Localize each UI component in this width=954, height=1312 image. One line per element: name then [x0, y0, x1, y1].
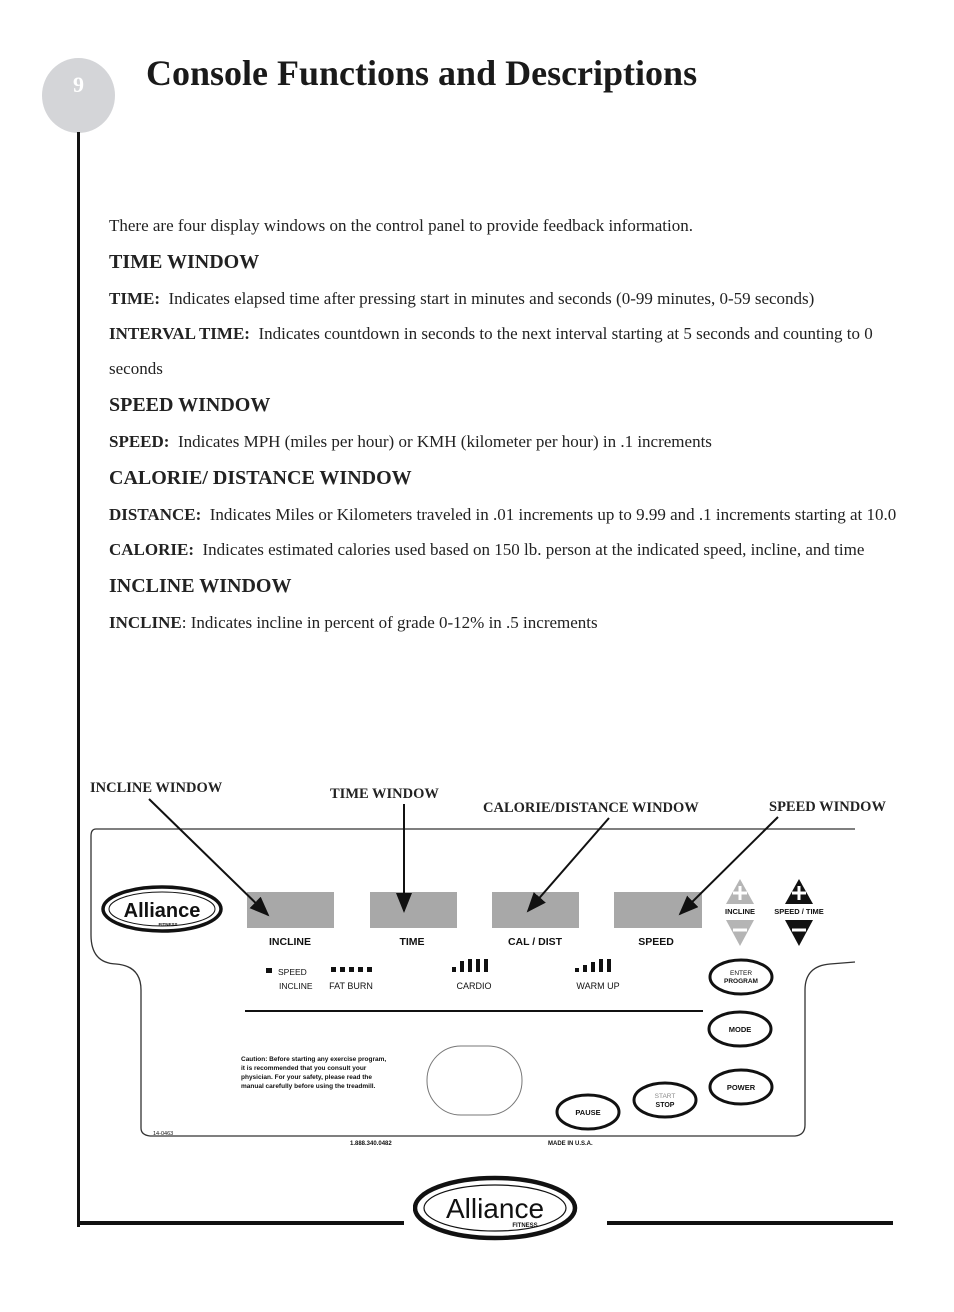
term-distance: DISTANCE:: [109, 505, 202, 524]
window-label-time: TIME: [399, 936, 425, 948]
enter-label: ENTER: [729, 970, 753, 977]
heading-incline-window: INCLINE WINDOW: [109, 575, 292, 597]
heading-speed-window: SPEED WINDOW: [109, 394, 271, 416]
callout-incline-window: INCLINE WINDOW: [90, 780, 223, 796]
callout-time-window: TIME WINDOW: [330, 786, 439, 802]
cal-dist-display-window: [492, 892, 579, 928]
fat-burn-bars: [331, 967, 372, 972]
incline-plus-button[interactable]: [726, 879, 754, 904]
console-logo: [103, 887, 221, 931]
mode-label: MODE: [728, 1025, 752, 1034]
page-title: Console Functions and Descriptions: [146, 53, 698, 93]
intro-text: There are four display windows on the control panel to provide feedback information.: [109, 216, 693, 235]
term-calorie: CALORIE:: [109, 540, 195, 559]
made-in-usa: MADE IN U.S.A.: [548, 1141, 593, 1147]
text-speed: Indicates MPH (miles per hour) or KMH (kilometer per hour) in .1 increments: [177, 432, 712, 451]
program-label: PROGRAM: [724, 978, 758, 985]
footer-logo: [413, 1175, 579, 1241]
term-time: TIME:: [109, 289, 160, 308]
legend-incline: INCLINE: [279, 981, 313, 991]
window-label-incline: INCLINE: [269, 936, 311, 948]
mode-button[interactable]: [709, 1012, 771, 1046]
power-label: POWER: [726, 1083, 756, 1092]
footer-logo-sub: FITNESS: [512, 1223, 538, 1229]
program-fat-burn: FAT BURN: [329, 981, 373, 991]
callout-calorie-distance-window: CALORIE/DISTANCE WINDOW: [483, 800, 699, 816]
start-label: START: [654, 1093, 676, 1100]
callout-speed-window: SPEED WINDOW: [769, 799, 886, 815]
incline-display-window: [247, 892, 334, 928]
page-number: 9: [73, 72, 84, 97]
time-display-window: [370, 892, 457, 928]
caution-line-3: physician. For your safety, please read the: [241, 1074, 373, 1081]
incline-button-label: INCLINE: [725, 907, 755, 916]
start-stop-button[interactable]: [634, 1083, 696, 1117]
program-cardio: CARDIO: [456, 981, 492, 991]
console-logo-sub: FITNESS: [158, 922, 178, 927]
window-label-cal-dist: CAL / DIST: [507, 936, 563, 948]
text-incline: : Indicates incline in percent of grade 0-12% in .5 increments: [181, 613, 598, 632]
pause-label: PAUSE: [575, 1108, 601, 1117]
caution-line-1: Caution: Before starting any exercise program,: [241, 1056, 387, 1063]
heading-time-window: TIME WINDOW: [109, 251, 260, 273]
caution-line-2: it is recommended that you consult your: [241, 1065, 367, 1072]
warm-up-bars: [575, 959, 611, 972]
legend-speed: SPEED: [278, 967, 307, 977]
phone-number: 1.888.340.0482: [350, 1141, 392, 1147]
speed-time-minus-button[interactable]: [785, 920, 813, 946]
speed-display-window: [614, 892, 702, 928]
term-incline: INCLINE: [109, 613, 182, 632]
term-interval-time: INTERVAL TIME:: [109, 324, 250, 343]
term-speed: SPEED:: [109, 432, 170, 451]
pause-button[interactable]: [557, 1095, 619, 1129]
power-button[interactable]: [710, 1070, 772, 1104]
sensor-pad: [427, 1046, 522, 1115]
footer-logo-text: Alliance: [445, 1193, 545, 1224]
heading-calorie-distance-window: CALORIE/ DISTANCE WINDOW: [109, 467, 412, 489]
window-label-speed: SPEED: [638, 936, 674, 948]
stop-label: STOP: [655, 1102, 675, 1109]
text-time: Indicates elapsed time after pressing start in minutes and seconds (0-99 minutes, 0-59 seconds): [168, 289, 815, 308]
incline-minus-button[interactable]: [726, 920, 754, 946]
text-interval-time: Indicates countdown in seconds to the next interval starting at 5 seconds and counting to 0 seconds: [109, 324, 873, 378]
console-logo-text: Alliance: [123, 900, 201, 922]
speed-time-button-label: SPEED / TIME: [774, 907, 824, 916]
speed-legend-square: [266, 968, 272, 973]
speed-time-plus-button[interactable]: [785, 879, 813, 904]
part-number: 14-0463: [153, 1131, 174, 1137]
caution-line-4: manual carefully before using the treadmill.: [241, 1083, 376, 1090]
cardio-bars: [452, 959, 488, 972]
enter-program-button[interactable]: [710, 960, 772, 994]
text-calorie: Indicates estimated calories used based on 150 lb. person at the indicated speed, incline, and time: [202, 540, 865, 559]
program-warm-up: WARM UP: [576, 981, 620, 991]
text-distance: Indicates Miles or Kilometers traveled in .01 increments up to 9.99 and .1 increments starting at 10.0: [209, 505, 897, 524]
